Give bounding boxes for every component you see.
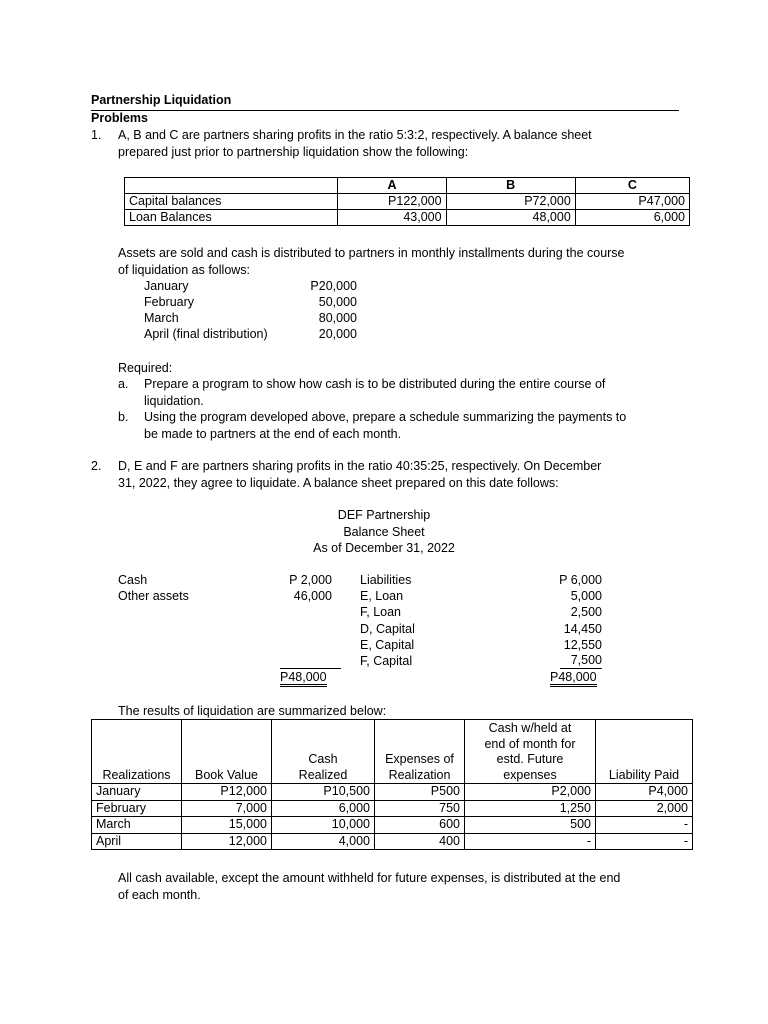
assets-rule xyxy=(280,668,341,669)
table-cell: January xyxy=(92,784,182,801)
closing-line: of each month. xyxy=(118,887,201,902)
problem-2-intro-line: D, E and F are partners sharing profits in the ratio 40:35:25, respectively. On December xyxy=(118,459,602,473)
table-cell: 12,000 xyxy=(182,833,272,850)
problem-1-intro-line: prepared just prior to partnership liquidation show the following: xyxy=(118,144,469,159)
installment-amount: 20,000 xyxy=(318,327,357,341)
table-cell: - xyxy=(596,833,693,850)
installment-amount: P20,000 xyxy=(310,279,357,293)
problem-2-intro xyxy=(118,458,678,491)
table-cell: P72,000 xyxy=(446,194,575,210)
req-b-text xyxy=(144,409,678,442)
liability-value: P 6,000 xyxy=(559,573,602,587)
table-header xyxy=(125,178,338,194)
table-cell: 400 xyxy=(375,833,465,850)
table-header: Liability Paid xyxy=(596,720,693,784)
section-heading: Problems xyxy=(91,110,679,125)
installment-amount: 50,000 xyxy=(318,295,357,309)
table-cell: P2,000 xyxy=(465,784,596,801)
bs-company: DEF Partnership xyxy=(337,508,431,522)
asset-value: P 2,000 xyxy=(289,573,332,587)
table-cell: 6,000 xyxy=(272,800,375,817)
req-a-text xyxy=(144,376,678,409)
req-a-line: Prepare a program to show how cash is to be distributed during the entire course of xyxy=(144,377,606,391)
table-row xyxy=(125,210,690,226)
table-cell: 43,000 xyxy=(338,210,446,226)
liability-label: Liabilities xyxy=(360,573,412,587)
table-header: B xyxy=(446,178,575,194)
table-row xyxy=(125,194,690,210)
table-cell: 10,000 xyxy=(272,817,375,834)
installment-month: April (final distribution) xyxy=(144,327,268,341)
table-cell: 600 xyxy=(375,817,465,834)
table-cell: April xyxy=(92,833,182,850)
capital-loan-table xyxy=(124,177,690,226)
problem-1-intro xyxy=(118,127,678,160)
req-b-letter: b. xyxy=(118,410,129,424)
table-header: Book Value xyxy=(182,720,272,784)
table-cell: 48,000 xyxy=(446,210,575,226)
table-cell: - xyxy=(465,833,596,850)
balance-sheet-heading xyxy=(234,507,534,557)
table-header: Cash Realized xyxy=(272,720,375,784)
table-cell: P10,500 xyxy=(272,784,375,801)
installment-amount: 80,000 xyxy=(318,311,357,325)
table-cell: P4,000 xyxy=(596,784,693,801)
asset-label: Cash xyxy=(118,573,148,587)
table-cell: 750 xyxy=(375,800,465,817)
installment-month: January xyxy=(144,279,189,293)
req-a-line: liquidation. xyxy=(144,393,204,408)
page-title: Partnership Liquidation xyxy=(91,93,232,107)
table-header: Expenses of Realization xyxy=(375,720,465,784)
asset-value: 46,000 xyxy=(293,589,332,603)
req-b-line: be made to partners at the end of each month. xyxy=(144,426,402,441)
req-a-letter: a. xyxy=(118,377,129,391)
liability-label: E, Capital xyxy=(360,638,415,652)
liability-label: D, Capital xyxy=(360,622,415,636)
results-intro: The results of liquidation are summarized below: xyxy=(118,704,387,718)
table-cell: - xyxy=(596,817,693,834)
table-cell: 6,000 xyxy=(575,210,689,226)
closing-line: All cash available, except the amount withheld for future expenses, is distributed at the end xyxy=(118,871,621,885)
problem-1-intro-line: A, B and C are partners sharing profits in the ratio 5:3:2, respectively. A balance sheet xyxy=(118,128,592,142)
table-row xyxy=(92,817,693,834)
table-cell: February xyxy=(92,800,182,817)
asset-label: Other assets xyxy=(118,589,189,603)
table-cell: Capital balances xyxy=(125,194,338,210)
liability-label: F, Capital xyxy=(360,654,413,668)
table-cell: 1,250 xyxy=(465,800,596,817)
liquidation-results-table xyxy=(91,719,693,850)
table-cell: 2,000 xyxy=(596,800,693,817)
liability-value: 7,500 xyxy=(560,653,602,669)
liability-label: E, Loan xyxy=(360,589,404,603)
table-cell: P47,000 xyxy=(575,194,689,210)
table-row xyxy=(92,800,693,817)
assets-paragraph xyxy=(118,245,678,278)
liability-label: F, Loan xyxy=(360,605,402,619)
problem-2-number: 2. xyxy=(91,459,102,473)
liabilities-total: P48,000 xyxy=(550,670,597,687)
table-cell: 15,000 xyxy=(182,817,272,834)
table-cell: Loan Balances xyxy=(125,210,338,226)
table-cell: 4,000 xyxy=(272,833,375,850)
table-cell: 500 xyxy=(465,817,596,834)
liability-value: 12,550 xyxy=(563,638,602,652)
table-row xyxy=(92,784,693,801)
table-cell: March xyxy=(92,817,182,834)
closing-paragraph xyxy=(118,870,678,903)
assets-line: Assets are sold and cash is distributed to partners in monthly installments during the course xyxy=(118,246,625,260)
assets-total: P48,000 xyxy=(280,670,327,687)
liability-value: 5,000 xyxy=(570,589,602,603)
installment-month: February xyxy=(144,295,195,309)
problem-2-intro-line: 31, 2022, they agree to liquidate. A balance sheet prepared on this date follows: xyxy=(118,475,559,490)
table-cell: P12,000 xyxy=(182,784,272,801)
req-b-line: Using the program developed above, prepare a schedule summarizing the payments to xyxy=(144,410,627,424)
problem-1-number: 1. xyxy=(91,128,102,142)
table-row xyxy=(92,833,693,850)
assets-line: of liquidation as follows: xyxy=(118,262,251,277)
table-cell: P122,000 xyxy=(338,194,446,210)
table-cell: P500 xyxy=(375,784,465,801)
table-header: Realizations xyxy=(92,720,182,784)
table-header: Cash w/held at end of month for estd. Future expenses xyxy=(465,720,596,784)
bs-date: As of December 31, 2022 xyxy=(313,541,455,555)
liability-value: 14,450 xyxy=(563,622,602,636)
table-header: C xyxy=(575,178,689,194)
table-cell: 7,000 xyxy=(182,800,272,817)
table-header: A xyxy=(338,178,446,194)
installment-month: March xyxy=(144,311,179,325)
bs-title: Balance Sheet xyxy=(343,524,425,539)
required-label: Required: xyxy=(118,361,173,375)
liability-value: 2,500 xyxy=(570,605,602,619)
